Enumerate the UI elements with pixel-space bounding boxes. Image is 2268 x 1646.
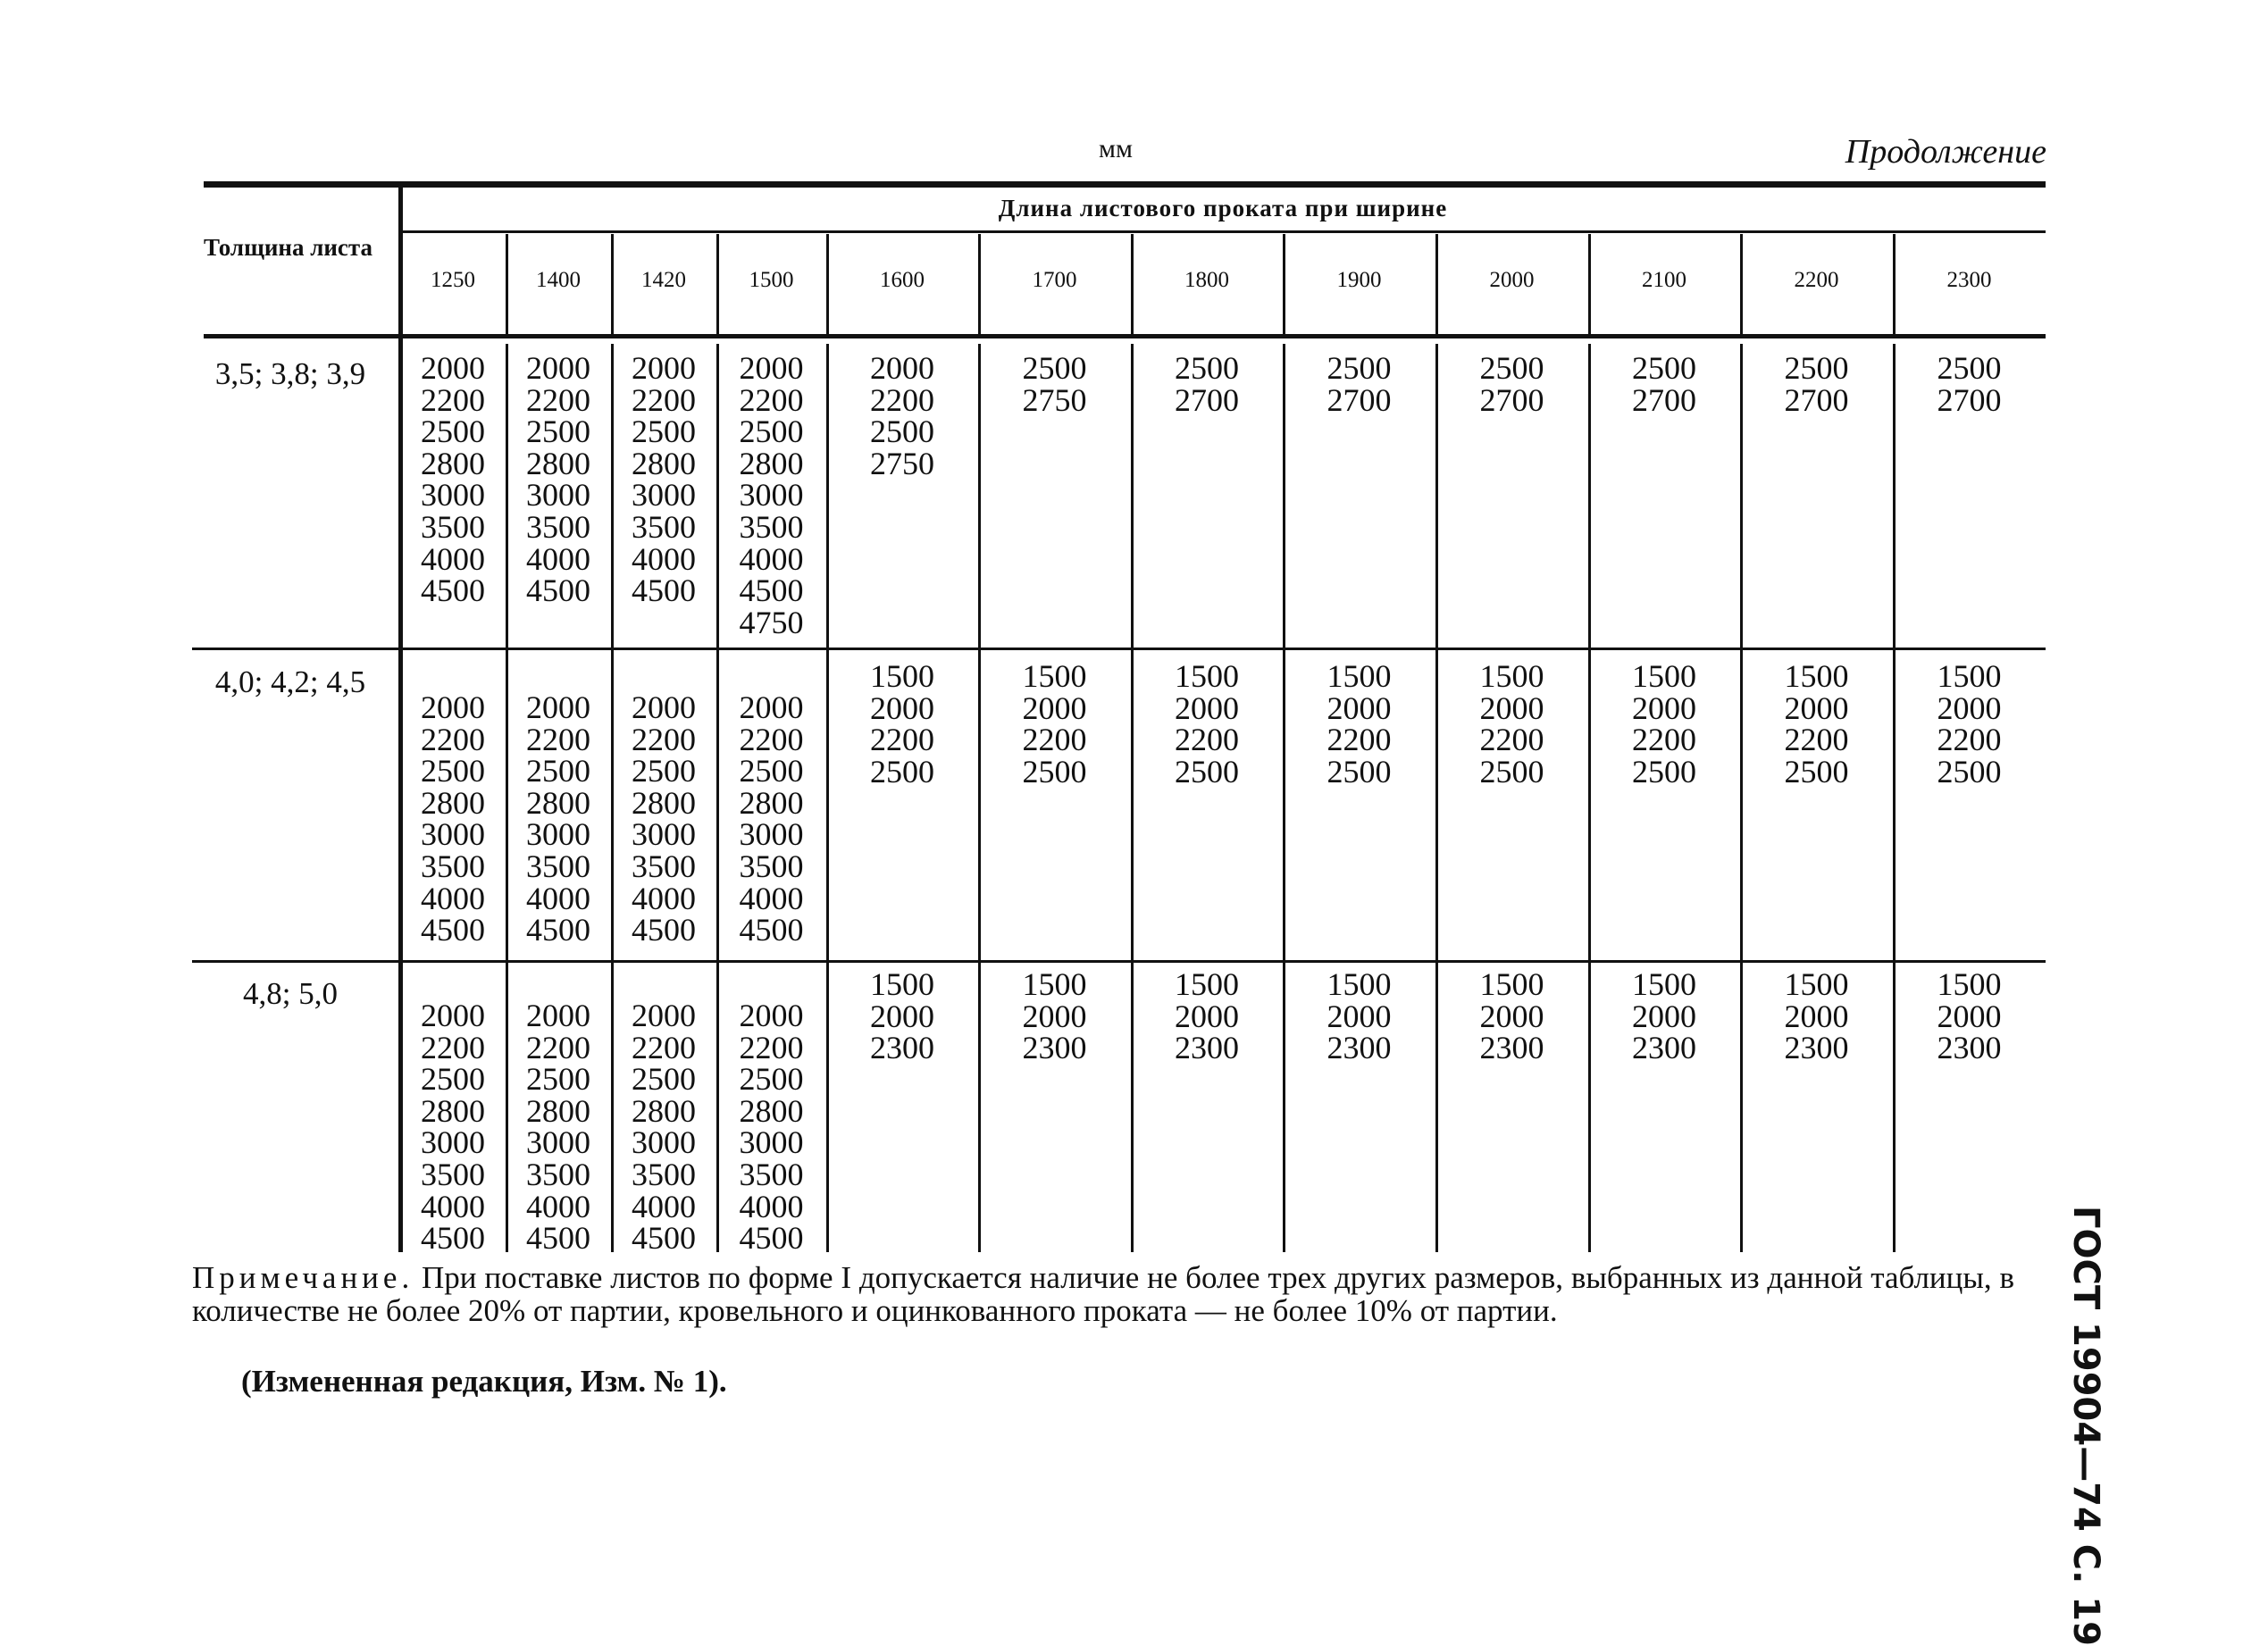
length-values-cell: 2000 2200 2500 2800 3000 3500 4000 4500 bbox=[739, 998, 804, 1257]
length-values-cell: 1500 2000 2200 2500 bbox=[870, 658, 934, 790]
width-header-cell: 2300 bbox=[1946, 268, 1992, 292]
body-column-divider bbox=[1893, 344, 1896, 1252]
length-values-cell: 2000 2200 2500 2800 3000 3500 4000 4500 bbox=[421, 998, 485, 1257]
length-values-cell: 1500 2000 2200 2500 bbox=[1937, 658, 2002, 790]
length-values-cell: 1500 2000 2200 2500 bbox=[1326, 658, 1392, 790]
note-title: Примечание. bbox=[192, 1260, 414, 1295]
length-values-cell: 2000 2200 2500 2800 3000 3500 4000 4500 bbox=[632, 689, 696, 948]
row-divider bbox=[192, 648, 2046, 650]
body-column-divider bbox=[1435, 344, 1438, 1252]
header-sub-rule bbox=[400, 230, 2046, 233]
body-column-divider bbox=[1740, 344, 1743, 1252]
header-bottom-rule bbox=[204, 334, 2046, 338]
length-values-cell: 2500 2750 bbox=[1022, 350, 1087, 418]
length-values-cell: 2500 2700 bbox=[1326, 350, 1392, 418]
body-column-divider bbox=[1283, 344, 1285, 1252]
width-header-cell: 1250 bbox=[431, 268, 475, 292]
length-values-cell: 1500 2000 2200 2500 bbox=[1784, 658, 1849, 790]
width-header-cell: 2000 bbox=[1489, 268, 1535, 292]
length-values-cell: 2000 2200 2500 2800 3000 3500 4000 4500 bbox=[632, 350, 696, 609]
width-header-cell: 2200 bbox=[1794, 268, 1839, 292]
length-values-cell: 2500 2700 bbox=[1175, 350, 1239, 418]
length-values-cell: 2500 2700 bbox=[1479, 350, 1544, 418]
thickness-header: Толщина листа bbox=[203, 234, 373, 261]
length-values-cell: 1500 2000 2300 bbox=[1632, 966, 1696, 1066]
length-header: Длина листового проката при ширине bbox=[998, 195, 1448, 221]
body-column-divider bbox=[826, 344, 829, 1252]
body-column-divider bbox=[1588, 344, 1591, 1252]
length-values-cell: 1500 2000 2300 bbox=[1175, 966, 1239, 1066]
body-column-divider bbox=[978, 344, 981, 1252]
width-header-cell: 2100 bbox=[1642, 268, 1686, 292]
width-header-cell: 1500 bbox=[749, 268, 794, 292]
length-values-cell: 2000 2200 2500 2800 3000 3500 4000 4500 bbox=[421, 689, 485, 948]
row-divider bbox=[192, 960, 2046, 963]
length-values-cell: 1500 2000 2300 bbox=[1479, 966, 1544, 1066]
width-header-cell: 1900 bbox=[1336, 268, 1382, 292]
thickness-cell: 4,0; 4,2; 4,5 bbox=[214, 664, 366, 699]
length-values-cell: 1500 2000 2300 bbox=[1784, 966, 1849, 1066]
note-text: При поставке листов по форме I допускается наличие не более трех других размеров, выбранных из данной таблицы, в количестве не более 20% от партии, кровельного и оцинкованного проката — не более 10% от партии. bbox=[192, 1260, 2015, 1328]
length-values-cell: 2000 2200 2500 2800 3000 3500 4000 4500 bbox=[632, 998, 696, 1257]
width-header-cell: 1420 bbox=[641, 268, 686, 292]
length-values-cell: 2500 2700 bbox=[1784, 350, 1849, 418]
length-values-cell: 1500 2000 2200 2500 bbox=[1479, 658, 1544, 790]
width-header-cell: 1400 bbox=[536, 268, 581, 292]
length-values-cell: 1500 2000 2200 2500 bbox=[1022, 658, 1087, 790]
thickness-cell: 4,8; 5,0 bbox=[243, 976, 338, 1011]
width-header-cell: 1600 bbox=[880, 268, 925, 292]
body-column-divider bbox=[1131, 344, 1134, 1252]
width-header-cell: 1800 bbox=[1184, 268, 1229, 292]
length-values-cell: 1500 2000 2300 bbox=[1022, 966, 1087, 1066]
length-values-cell: 1500 2000 2200 2500 bbox=[1175, 658, 1239, 790]
length-values-cell: 1500 2000 2200 2500 bbox=[1632, 658, 1696, 790]
standard-page-label: ГОСТ 19904—74 С. 19 bbox=[2065, 1206, 2106, 1646]
length-values-cell: 2500 2700 bbox=[1632, 350, 1696, 418]
length-values-cell: 1500 2000 2300 bbox=[1326, 966, 1392, 1066]
length-values-cell: 2000 2200 2500 2800 3000 3500 4000 4500 bbox=[526, 998, 590, 1257]
length-values-cell: 2000 2200 2500 2800 3000 3500 4000 4500 bbox=[739, 689, 804, 948]
length-values-cell: 2000 2200 2500 2800 3000 3500 4000 4500 4750 bbox=[739, 350, 804, 640]
thickness-cell: 3,5; 3,8; 3,9 bbox=[214, 356, 366, 391]
amendment-note: (Измененная редакция, Изм. № 1). bbox=[241, 1364, 727, 1399]
length-values-cell: 2000 2200 2500 2750 bbox=[870, 350, 934, 481]
length-values-cell: 2500 2700 bbox=[1937, 350, 2002, 418]
length-values-cell: 1500 2000 2300 bbox=[1937, 966, 2002, 1066]
length-values-cell: 2000 2200 2500 2800 3000 3500 4000 4500 bbox=[526, 689, 590, 948]
length-values-cell: 2000 2200 2500 2800 3000 3500 4000 4500 bbox=[526, 350, 590, 609]
note bbox=[192, 1261, 2014, 1327]
width-header-cell: 1700 bbox=[1032, 268, 1077, 292]
continuation-label: Продолжение bbox=[1845, 133, 2046, 171]
table-top-rule bbox=[204, 181, 2046, 188]
unit-label: мм bbox=[1099, 134, 1133, 163]
length-values-cell: 1500 2000 2300 bbox=[870, 966, 934, 1066]
length-values-cell: 2000 2200 2500 2800 3000 3500 4000 4500 bbox=[421, 350, 485, 609]
